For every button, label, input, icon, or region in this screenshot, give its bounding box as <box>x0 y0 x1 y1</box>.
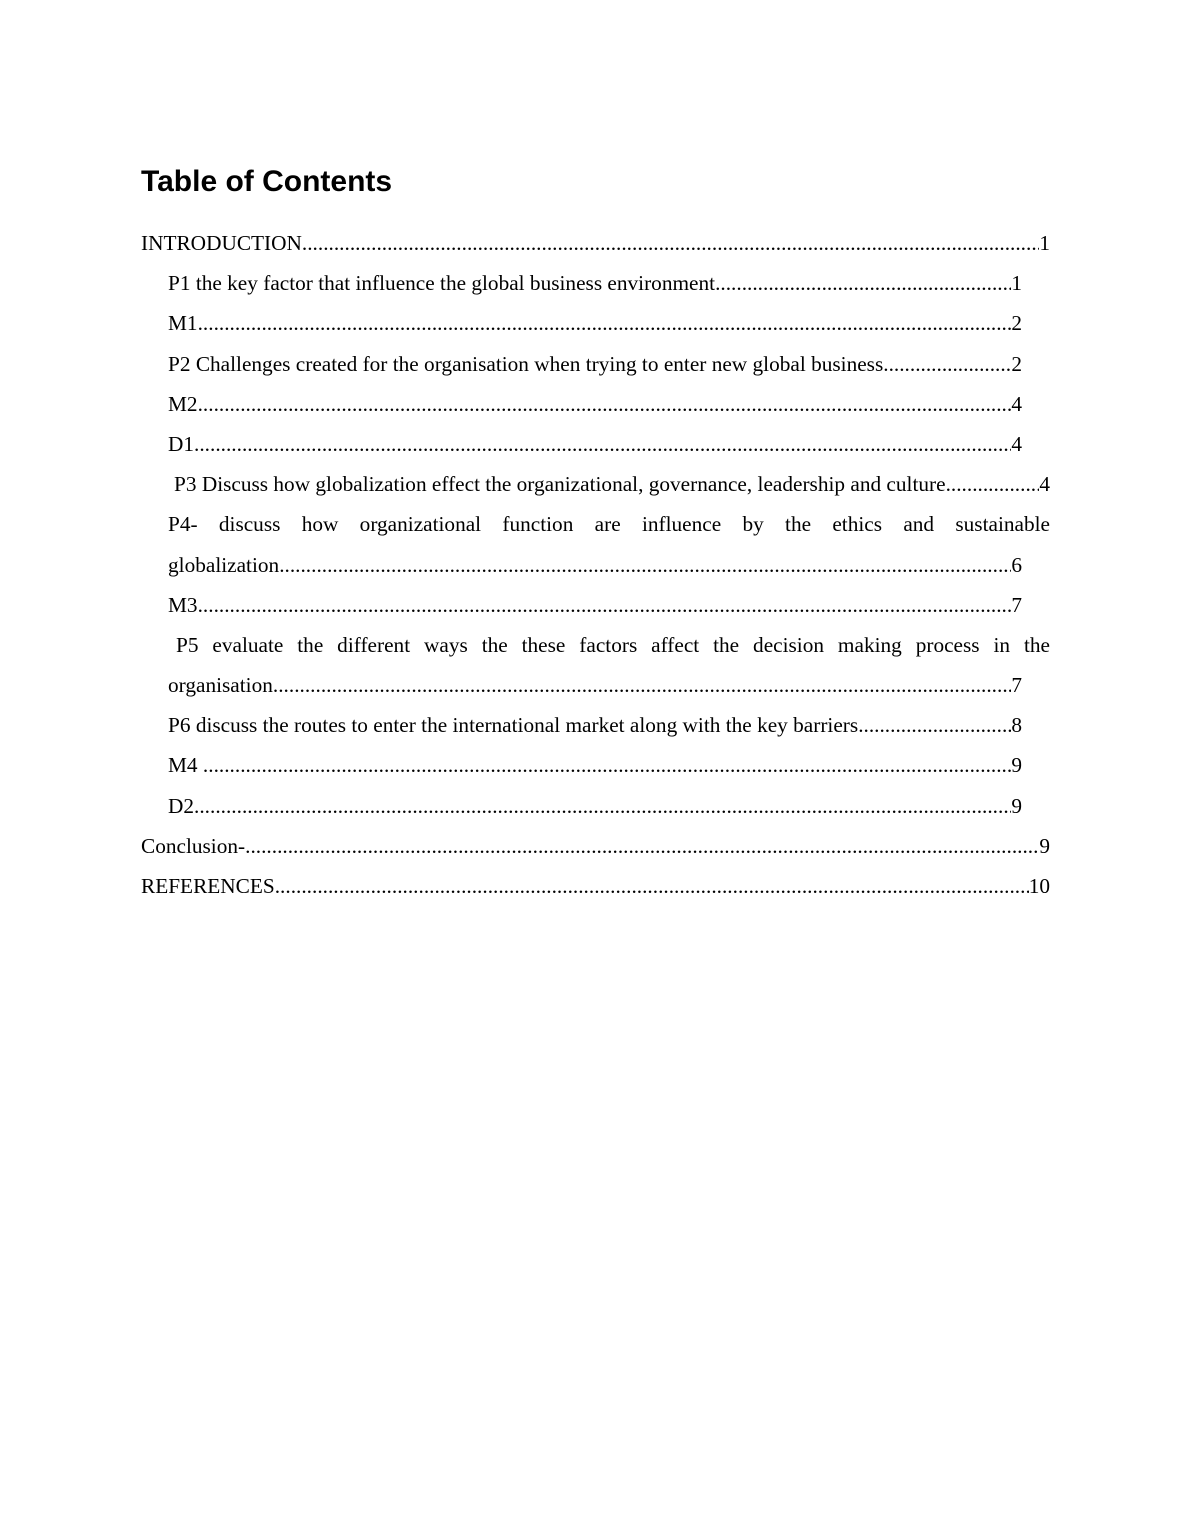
toc-leader-dots <box>883 344 1011 384</box>
toc-entry-label: M2 <box>168 391 198 416</box>
toc-entry-references[interactable] <box>141 866 1050 906</box>
toc-list <box>141 223 1050 906</box>
toc-leader-dots <box>194 424 1011 464</box>
toc-entry-label: D1 <box>168 431 195 456</box>
toc-entry-m1[interactable] <box>168 303 1022 343</box>
toc-entry-label: P1 the key factor that influence the global business environment <box>168 271 716 296</box>
toc-entry-label: M3 <box>168 592 198 617</box>
toc-page-number: 9 <box>1039 833 1050 858</box>
toc-entry-label: P2 Challenges created for the organisation when trying to enter new global business <box>168 351 884 376</box>
toc-page-number: 1 <box>1039 231 1050 255</box>
toc-entry-label: P4- discuss how organizational function are influence by the ethics and sustainable <box>168 512 1050 537</box>
toc-entry-label: Conclusion- <box>141 833 246 858</box>
toc-page-number: 2 <box>1011 311 1022 336</box>
toc-entry-label: P6 discuss the routes to enter the international market along with the key barriers <box>168 713 859 738</box>
toc-leader-dots <box>275 866 1029 906</box>
toc-page-number: 7 <box>1011 673 1022 698</box>
toc-entry-label: M4 <box>168 753 203 778</box>
toc-entry-label: D2 <box>168 793 195 818</box>
toc-entry-label-continued <box>168 665 1022 705</box>
toc-entry-introduction[interactable] <box>141 223 1050 263</box>
toc-leader-dots <box>946 464 1040 504</box>
toc-entry-p6[interactable] <box>168 705 1022 745</box>
toc-entry-conclusion[interactable] <box>141 826 1050 866</box>
toc-leader-dots <box>279 545 1011 585</box>
toc-entry-label: M1 <box>168 311 198 336</box>
toc-entry-label-tail: globalization <box>168 552 280 577</box>
toc-leader-dots <box>245 826 1039 866</box>
toc-leader-dots <box>198 585 1012 625</box>
toc-entry-p1[interactable] <box>168 263 1022 303</box>
toc-page-number: 6 <box>1011 552 1022 577</box>
toc-entry-label-continued <box>168 545 1022 585</box>
toc-page-number: 4 <box>1011 431 1022 456</box>
toc-leader-dots <box>858 705 1011 745</box>
toc-leader-dots <box>273 665 1011 705</box>
toc-page-number: 4 <box>1011 391 1022 416</box>
toc-entry-m3[interactable] <box>168 585 1022 625</box>
toc-page-number: 9 <box>1011 793 1022 818</box>
toc-leader-dots <box>302 223 1039 263</box>
toc-entry-m4[interactable] <box>168 745 1022 785</box>
toc-entry-label: P3 Discuss how globalization effect the organizational, governance, leadership and culture <box>174 472 946 497</box>
toc-leader-dots <box>198 303 1012 343</box>
toc-entry-p5[interactable] <box>168 625 1050 705</box>
toc-page-number: 7 <box>1011 592 1022 617</box>
toc-entry-label: P5 evaluate the different ways the these factors affect the decision making process in the <box>176 632 1050 657</box>
toc-leader-dots <box>715 263 1011 303</box>
toc-entry-p3[interactable] <box>168 464 1050 504</box>
toc-leader-dots <box>194 786 1011 826</box>
toc-page-number: 4 <box>1039 472 1050 497</box>
toc-page-number: 9 <box>1011 753 1022 778</box>
toc-leader-dots <box>198 384 1012 424</box>
toc-entry-m2[interactable] <box>168 384 1022 424</box>
toc-title: Table of Contents <box>141 165 393 198</box>
toc-entry-label-tail: organisation <box>168 673 273 698</box>
toc-entry-label: INTRODUCTION <box>141 231 302 255</box>
toc-page-number: 10 <box>1028 874 1050 898</box>
toc-page-number: 8 <box>1011 713 1022 738</box>
toc-page-number: 1 <box>1011 271 1022 296</box>
toc-entry-d2[interactable] <box>168 786 1022 826</box>
toc-leader-dots <box>203 745 1011 785</box>
toc-entry-label: REFERENCES <box>141 874 275 898</box>
toc-entry-p2[interactable] <box>168 344 1022 384</box>
toc-entry-p4[interactable] <box>168 504 1050 584</box>
toc-page-number: 2 <box>1011 351 1022 376</box>
toc-entry-d1[interactable] <box>168 424 1022 464</box>
